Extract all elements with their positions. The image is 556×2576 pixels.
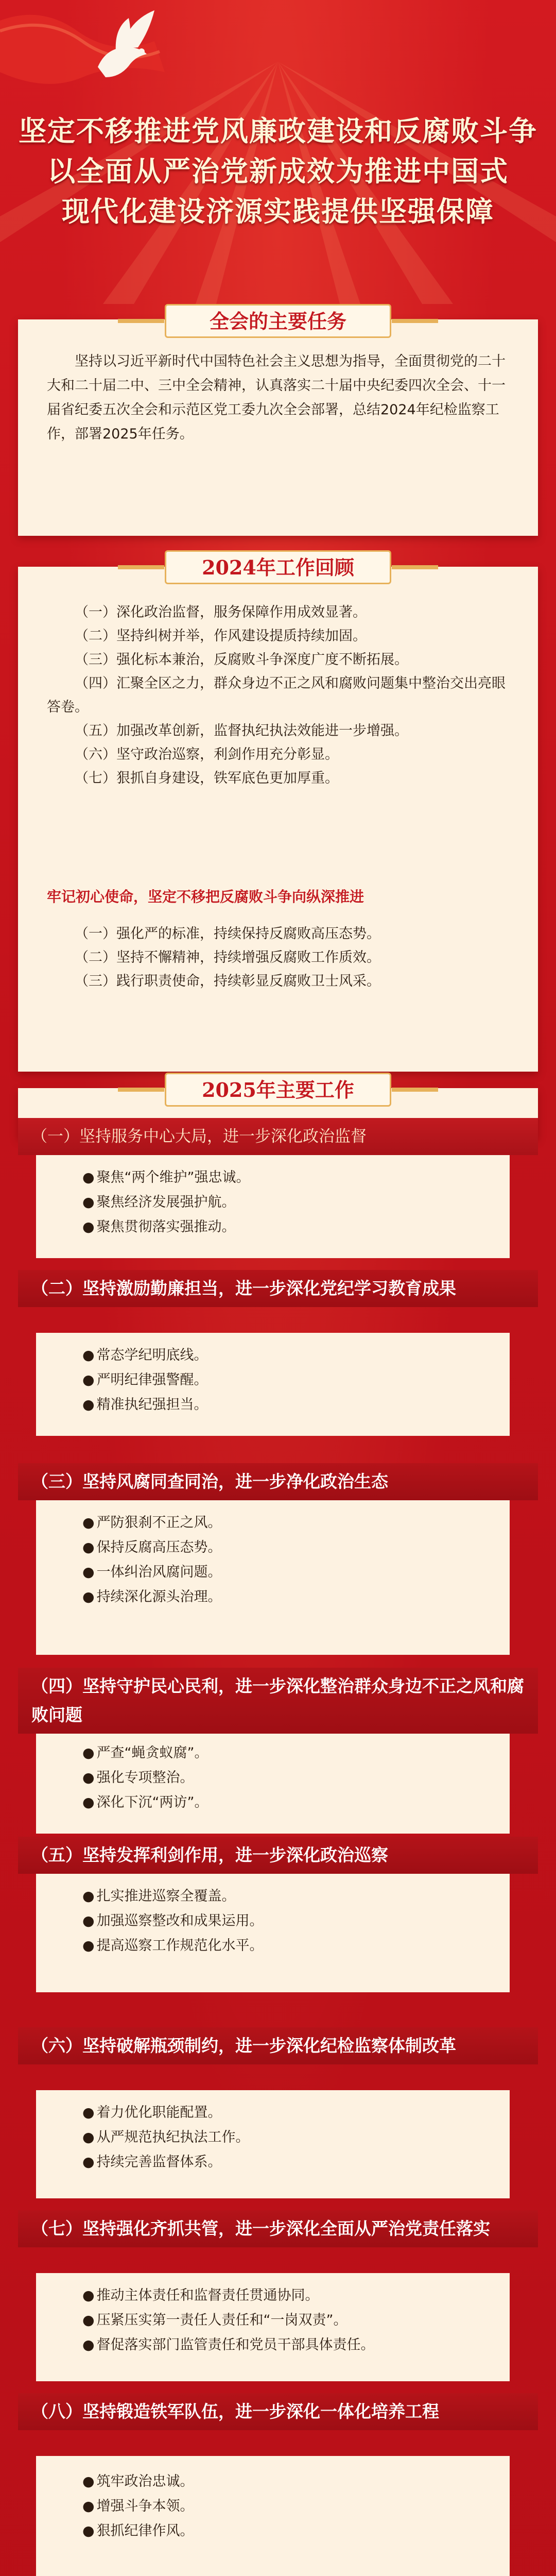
list-item: ● 提高巡察工作规范化水平。: [82, 1938, 264, 1954]
main-tasks-body: 坚持以习近平新时代中国特色社会主义思想为指导，全面贯彻党的二十大和二十届二中、三中全会精神，认真落实二十届中央纪委四次全会、十一届省纪委五次全会和示范区党工委九次全会部署，总结2024年纪检监察工作，部署2025年任务。: [47, 353, 506, 442]
list-item: ● 扎实推进巡察全覆盖。: [82, 1888, 236, 1904]
list-item: ● 着力优化职能配置。: [82, 2105, 222, 2121]
list-item: ● 持续深化源头治理。: [82, 1589, 222, 1605]
dove-flag-emblem-icon: [0, 0, 175, 108]
work-group-heading-1: （一）坚持服务中心大局，进一步深化政治监督: [18, 1118, 538, 1155]
work-group-heading-7: （七）坚持强化齐抓共管，进一步深化全面从严治党责任落实: [18, 2210, 538, 2247]
list-item: ● 督促落实部门监管责任和党员干部具体责任。: [82, 2337, 375, 2353]
list-item: ● 增强斗争本领。: [82, 2498, 194, 2514]
main-tasks-panel: [18, 319, 538, 536]
work-group-items-8: [36, 2456, 510, 2576]
list-item: ● 严查“蝇贪蚁腐”。: [82, 1745, 208, 1761]
list-item: ● 持续完善监督体系。: [82, 2154, 222, 2170]
list-item: （四）汇聚全区之力，群众身边不正之风和腐败问题集中整治交出亮眼答卷。: [47, 675, 506, 715]
list-item: （三）践行职责使命，持续彰显反腐败卫士风采。: [75, 973, 380, 989]
list-item: ● 聚焦“两个维护”强忠诚。: [82, 1170, 250, 1185]
list-item: （二）坚持纠树并举，作风建设提质持续加固。: [75, 628, 367, 644]
title-line-2: 以全面从严治党新成效为推进中国式: [47, 155, 509, 188]
list-item: ● 深化下沉“两访”。: [82, 1794, 208, 1810]
list-item: （一）强化严的标准，持续保持反腐败高压态势。: [75, 926, 380, 942]
list-item: ● 聚焦经济发展强护航。: [82, 1194, 236, 1210]
list-item: （一）深化政治监督，服务保障作用成效显著。: [75, 604, 367, 620]
list-item: ● 加强巡察整改和成果运用。: [82, 1913, 264, 1929]
list-item: ● 狠抓纪律作风。: [82, 2523, 194, 2539]
poster-header: [0, 0, 556, 304]
list-item: ● 严防狠刹不正之风。: [82, 1515, 222, 1531]
work-group-heading-5: （五）坚持发挥利剑作用，进一步深化政治巡察: [18, 1837, 538, 1874]
list-item: ● 强化专项整治。: [82, 1770, 194, 1786]
list-item: ● 从严规范执纪执法工作。: [82, 2129, 250, 2145]
section-heading-main-tasks: 全会的主要任务: [165, 304, 391, 338]
list-item: （六）坚守政治巡察，利剑作用充分彰显。: [75, 747, 339, 762]
list-item: （五）加强改革创新，监督执纪执法效能进一步增强。: [75, 723, 408, 739]
review-list: [47, 601, 510, 790]
work-group-items-7: [36, 2273, 510, 2381]
title-line-3: 现代化建设济源实践提供坚强保障: [62, 195, 494, 228]
list-item: ● 压紧压实第一责任人责任和“一岗双责”。: [82, 2312, 348, 2328]
list-item: ● 聚焦贯彻落实强推动。: [82, 1219, 236, 1235]
work-group-items-5: [36, 1874, 510, 1992]
review-subheading: 牢记初心使命，坚定不移把反腐败斗争向纵深推进: [47, 888, 364, 905]
title-line-1: 坚定不移推进党风廉政建设和反腐败斗争: [19, 114, 537, 147]
poster-title: [0, 111, 556, 231]
list-item: （二）坚持不懈精神，持续增强反腐败工作质效。: [75, 950, 380, 965]
list-item: ● 筑牢政治忠诚。: [82, 2473, 194, 2489]
section-heading-2025-work: 2025年主要工作: [165, 1073, 391, 1107]
work-group-heading-4: （四）坚持守护民心民利，进一步深化整治群众身边不正之风和腐败问题: [18, 1668, 538, 1734]
list-item: （三）强化标本兼治，反腐败斗争深度广度不断拓展。: [75, 652, 408, 668]
work-group-items-3: [36, 1500, 510, 1655]
list-item: ● 保持反腐高压态势。: [82, 1539, 222, 1555]
list-item: ● 推动主体责任和监督责任贯通协同。: [82, 2287, 319, 2303]
review-panel: [18, 567, 538, 1072]
list-item: ● 一体纠治风腐问题。: [82, 1564, 222, 1580]
work-group-items-6: [36, 2090, 510, 2198]
list-item: ● 常态学纪明底线。: [82, 1347, 208, 1363]
section-heading-2024-review: 2024年工作回顾: [165, 550, 391, 584]
list-item: ● 严明纪律强警醒。: [82, 1372, 208, 1388]
work-group-items-1: [36, 1155, 510, 1258]
work-group-items-4: [36, 1731, 510, 1834]
work-group-heading-3: （三）坚持风腐同查同治，进一步净化政治生态: [18, 1463, 538, 1500]
work-group-heading-2: （二）坚持激励勤廉担当，进一步深化党纪学习教育成果: [18, 1270, 538, 1307]
work-group-heading-6: （六）坚持破解瓶颈制约，进一步深化纪检监察体制改革: [18, 2027, 538, 2064]
work-group-heading-8: （八）坚持锻造铁军队伍，进一步深化一体化培养工程: [18, 2393, 538, 2430]
list-item: （七）狠抓自身建设，铁军底色更加厚重。: [75, 770, 339, 786]
list-item: ● 精准执纪强担当。: [82, 1397, 208, 1413]
work-group-items-2: [36, 1333, 510, 1436]
review-sub-list: [47, 922, 510, 993]
